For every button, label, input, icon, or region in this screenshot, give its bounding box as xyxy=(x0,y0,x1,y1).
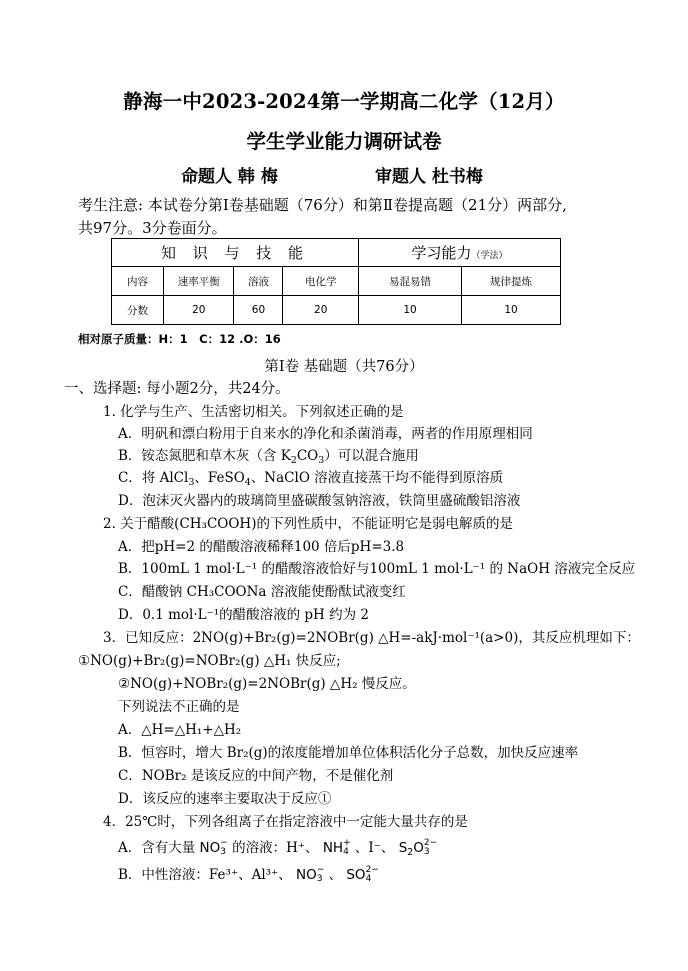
q1-option-b-post: ）可以混合施用 xyxy=(324,448,419,464)
q3-option-a: A．△H=△H₁+△H₂ xyxy=(118,722,242,738)
q4-option-a xyxy=(118,836,437,857)
col-confusable: 易混易错 xyxy=(359,267,462,296)
q4-option-a-mid: 的溶液：H⁺、 xyxy=(232,840,319,856)
thiosulfate-ion: $S_2O$ 2− 3 xyxy=(398,838,438,858)
q2-option-c: C．醋酸钠 CH₃COONa 溶液能使酚酞试液变红 xyxy=(118,584,406,600)
q2-option-d: D．0.1 mol·L⁻¹的醋酸溶液的 pH 约为 2 xyxy=(118,607,370,623)
q4-option-b xyxy=(118,863,379,884)
q1-option-c-mid: 、FeSO xyxy=(194,470,245,486)
q2-stem: 2. 关于醋酸(CH₃COOH)的下列性质中，不能证明它是弱电解质的是 xyxy=(103,516,513,532)
author: 命题人 韩 梅 xyxy=(181,167,278,187)
q2-option-b: B．100mL 1 mol·L⁻¹ 的醋酸溶液恰好与100mL 1 mol·L⁻¹ 的 NaOH 溶液完全反应 xyxy=(118,561,636,577)
group-knowledge-skills: 知 识 与 技 能 xyxy=(112,239,359,267)
group-learning-ability-label: 学习能力 xyxy=(411,244,472,262)
col-rate-equilibrium: 速率平衡 xyxy=(164,267,234,296)
q3-option-c: C．NOBr₂ 是该反应的中间产物，不是催化剂 xyxy=(118,768,394,784)
q1-option-b: B．铵态氮肥和草木灰（含 $K_2CO_3$）可以混合施用 xyxy=(118,448,419,466)
score-patterns: 10 xyxy=(462,296,561,325)
q4-option-a-post: 、I⁻、 xyxy=(354,840,395,856)
q1-option-c: C．将 AlCl$_3$、FeSO$_4$、NaClO 溶液直接蒸干均不能得到原溶质 xyxy=(118,470,504,488)
q1-option-d: D．泡沫灭火器内的玻璃筒里盛碳酸氢钠溶液，铁筒里盛硫酸铝溶液 xyxy=(118,493,521,509)
notice-line-1: 考生注意: 本试卷分第Ⅰ卷基础题（76分）和第Ⅱ卷提高题（21分）两部分, xyxy=(78,196,567,214)
col-solution: 溶液 xyxy=(234,267,283,296)
row-label-score: 分数 xyxy=(112,296,164,325)
q3-step-2: ②NO(g)+NOBr₂(g)=2NOBr(g) △H₂ 慢反应。 xyxy=(118,676,416,692)
score-table xyxy=(111,238,561,325)
score-confusable: 10 xyxy=(359,296,462,325)
score-solution: 60 xyxy=(234,296,283,325)
score-rate-equilibrium: 20 xyxy=(164,296,234,325)
col-electrochemistry: 电化学 xyxy=(283,267,359,296)
q4-stem: 4．25℃时，下列各组离子在指定溶液中一定能大量共存的是 xyxy=(103,814,468,830)
group-learning-ability-note: （学法） xyxy=(471,251,508,261)
col-patterns: 规律提炼 xyxy=(462,267,561,296)
q1-option-a: A．明矾和漂白粉用于自来水的净化和杀菌消毒，两者的作用原理相同 xyxy=(118,426,533,442)
exam-subtitle: 学生学业能力调研试卷 xyxy=(246,130,442,153)
section-1-title: 第Ⅰ卷 基础题（共76分） xyxy=(264,359,424,375)
reviewer: 审题人 杜书梅 xyxy=(375,167,483,187)
score-electrochemistry: 20 xyxy=(283,296,359,325)
atomic-masses: 相对原子质量：H：1 C：12 .O：16 xyxy=(78,332,281,346)
row-label-content: 内容 xyxy=(112,267,164,296)
q1-option-b-pre: B．铵态氮肥和草木灰（含 K xyxy=(118,448,291,464)
q4-option-a-pre: A．含有大量 xyxy=(118,840,196,856)
q1-stem: 1. 化学与生产、生活密切相关。下列叙述正确的是 xyxy=(103,404,404,420)
ammonium-ion: NH + 4 xyxy=(322,838,351,857)
exam-notice xyxy=(78,194,618,240)
exam-title: 静海一中2023-2024第一学期高二化学（12月） xyxy=(123,90,565,113)
q3-ask: 下列说法不正确的是 xyxy=(118,699,240,715)
sulfate-ion: SO 2− 4 xyxy=(346,865,379,884)
q3-step-1: ①NO(g)+Br₂(g)=NOBr₂(g) △H₁ 快反应; xyxy=(78,653,341,669)
q3-option-b: B．恒容时，增大 Br₂(g)的浓度能增加单位体积活化分子总数，加快反应速率 xyxy=(118,745,579,761)
q4-option-b-pre: B．中性溶液：Fe³⁺、Al³⁺、 xyxy=(118,867,292,883)
q3-option-d: D．该反应的速率主要取决于反应① xyxy=(118,791,332,807)
q1-option-c-pre: C．将 AlCl xyxy=(118,470,189,486)
q4-option-b-sep: 、 xyxy=(328,867,343,883)
group-learning-ability xyxy=(359,239,561,267)
section-1-heading: 一、选择题: 每小题2分，共24分。 xyxy=(64,381,290,397)
q3-stem: 3．已知反应：2NO(g)+Br₂(g)=2NOBr(g) △H=-akJ·mol⁻¹(a>0)，其反应机理如下： xyxy=(103,630,640,646)
q1-option-c-post: 、NaClO 溶液直接蒸干均不能得到原溶质 xyxy=(250,470,504,486)
nitrate-ion: NO − 3 xyxy=(199,838,228,857)
q2-option-a: A．把pH=2 的醋酸溶液稀释100 倍后pH=3.8 xyxy=(118,539,405,555)
nitrate-ion: NO − 3 xyxy=(295,865,325,884)
notice-line-2: 共97分。3分卷面分。 xyxy=(78,219,227,237)
